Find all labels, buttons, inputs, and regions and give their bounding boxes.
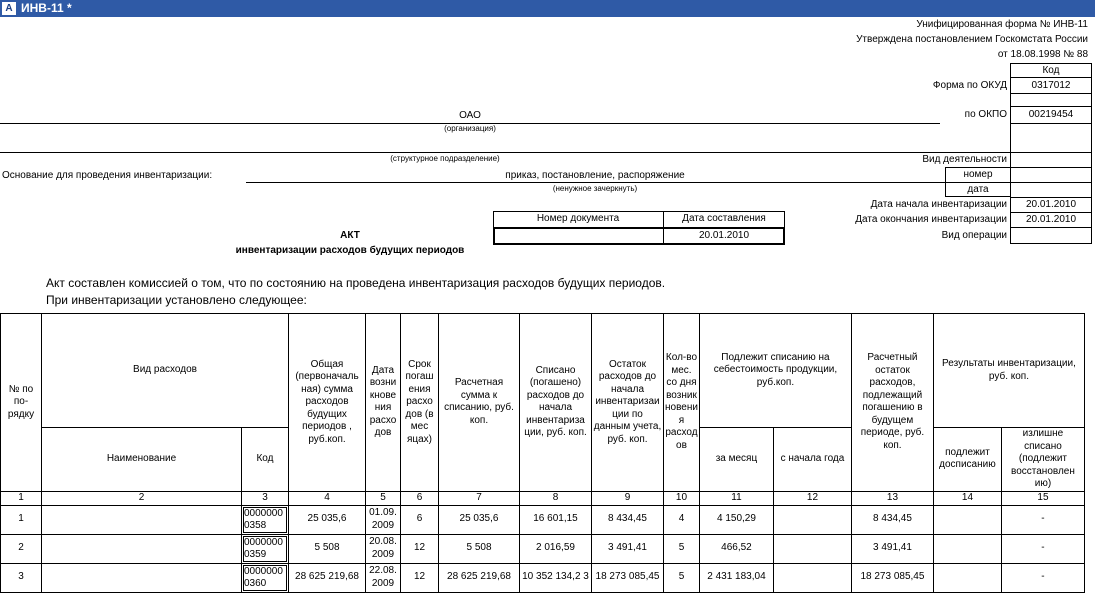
header-tocost: Подлежит списанию на себестоимость продукции, руб.коп.	[699, 314, 851, 428]
row-written[interactable]: 2 016,59	[520, 534, 592, 563]
row-months[interactable]: 5	[664, 563, 700, 592]
row-excess[interactable]: -	[1001, 505, 1084, 534]
colnum: 8	[520, 491, 592, 505]
row-year[interactable]	[773, 534, 851, 563]
row-months[interactable]: 5	[664, 534, 700, 563]
header-towrite: подлежит досписанию	[933, 428, 1001, 492]
table-row	[1, 563, 1085, 592]
number-label: номер	[963, 169, 993, 180]
row-code[interactable]	[242, 563, 289, 592]
header-results: Результаты инвентаризации, руб. коп.	[933, 314, 1084, 428]
row-term[interactable]: 12	[401, 534, 439, 563]
row-calcrest[interactable]: 3 491,41	[851, 534, 933, 563]
row-name[interactable]	[42, 563, 242, 592]
operation-label: Вид операции	[941, 230, 1007, 241]
colnum: 5	[366, 491, 401, 505]
row-year[interactable]	[773, 563, 851, 592]
row-code[interactable]	[242, 534, 289, 563]
okud-label: Форма по ОКУД	[932, 80, 1007, 91]
row-date[interactable]: 01.09. 2009	[366, 505, 401, 534]
row-total[interactable]: 5 508	[289, 534, 366, 563]
row-calcrest[interactable]: 18 273 085,45	[851, 563, 933, 592]
form-line-1: Унифицированная форма № ИНВ-11	[916, 19, 1088, 30]
row-towrite[interactable]	[933, 505, 1001, 534]
window-title: ИНВ-11 *	[21, 1, 72, 15]
row-date[interactable]: 22.08. 2009	[366, 563, 401, 592]
colnum: 11	[699, 491, 773, 505]
table-row	[1, 534, 1085, 563]
organization-caption: (организация)	[444, 124, 496, 133]
row-code-value: 0000000 0359	[243, 536, 287, 562]
doc-date-header: Дата составления	[682, 213, 766, 224]
act-title: АКТ	[340, 230, 360, 241]
row-towrite[interactable]	[933, 534, 1001, 563]
header-written: Списано (погашено) расходов до начала инвентариза ции, руб. коп.	[520, 314, 592, 492]
row-num: 2	[1, 534, 42, 563]
row-date[interactable]: 20.08. 2009	[366, 534, 401, 563]
row-code[interactable]	[242, 505, 289, 534]
colnum: 7	[439, 491, 520, 505]
end-date-label: Дата окончания инвентаризации	[855, 214, 1007, 225]
row-calcrest[interactable]: 8 434,45	[851, 505, 933, 534]
row-month[interactable]: 466,52	[699, 534, 773, 563]
row-code-value: 0000000 0360	[243, 565, 287, 591]
row-year[interactable]	[773, 505, 851, 534]
header-rest: Остаток расходов до начала инвентаризаи ции по данным учета, руб. коп.	[592, 314, 664, 492]
row-num: 3	[1, 563, 42, 592]
colnum: 4	[289, 491, 366, 505]
row-written[interactable]: 10 352 134,2 3	[520, 563, 592, 592]
row-code-value: 0000000 0358	[243, 507, 287, 533]
row-total[interactable]: 25 035,6	[289, 505, 366, 534]
intro-line-2: При инвентаризации установлено следующее:	[46, 293, 307, 307]
header-total: Общая (первоначаль ная) сумма расходов будущих периодов , руб.коп.	[289, 314, 366, 492]
header-calc: Расчетная сумма к списанию, руб. коп.	[439, 314, 520, 492]
doc-date-value: 20.01.2010	[698, 230, 750, 241]
subdivision-caption: (структурное подразделение)	[390, 154, 500, 163]
header-term: Срок погаш ения расхо дов (в мес яцах)	[401, 314, 439, 492]
row-months[interactable]: 4	[664, 505, 700, 534]
activity-label: Вид деятельности	[922, 154, 1007, 165]
row-towrite[interactable]	[933, 563, 1001, 592]
okud-value: 0317012	[1031, 80, 1071, 91]
header-kind: Вид расходов	[42, 314, 289, 428]
okpo-value: 00219454	[1028, 109, 1074, 120]
colnum: 2	[42, 491, 242, 505]
colnum: 13	[851, 491, 933, 505]
row-name[interactable]	[42, 534, 242, 563]
header-month: за месяц	[699, 428, 773, 492]
form-line-3: от 18.08.1998 № 88	[997, 49, 1088, 60]
colnum: 3	[242, 491, 289, 505]
colnum: 12	[773, 491, 851, 505]
header-name: Наименование	[42, 428, 242, 492]
row-calc[interactable]: 28 625 219,68	[439, 563, 520, 592]
basis-label: Основание для проведения инвентаризации:	[2, 170, 213, 181]
row-month[interactable]: 2 431 183,04	[699, 563, 773, 592]
row-rest[interactable]: 3 491,41	[592, 534, 664, 563]
header-calcrest: Расчетный остаток расходов, подлежащий погашению в будущем периоде, руб. коп.	[851, 314, 933, 492]
header-num: № по по- рядку	[1, 314, 42, 492]
header-excess: излишне списано (подлежит восстановлен ию)	[1001, 428, 1084, 492]
intro-line-1: Акт составлен комиссией о том, что по состоянию на проведена инвентаризация расходов будущих периодов.	[46, 276, 666, 290]
row-rest[interactable]: 8 434,45	[592, 505, 664, 534]
act-subtitle: инвентаризации расходов будущих периодов	[235, 245, 465, 256]
row-term[interactable]: 6	[401, 505, 439, 534]
code-header: Код	[1042, 65, 1060, 76]
colnum: 6	[401, 491, 439, 505]
colnum: 10	[664, 491, 700, 505]
basis-value: приказ, постановление, распоряжение	[505, 170, 685, 181]
row-calc[interactable]: 25 035,6	[439, 505, 520, 534]
form-line-2: Утверждена постановлением Госкомстата России	[856, 34, 1088, 45]
row-term[interactable]: 12	[401, 563, 439, 592]
header-months: Кол-во мес. со дня возник новени я расход ов	[664, 314, 700, 492]
colnum: 14	[933, 491, 1001, 505]
excel-app-icon: A	[2, 2, 16, 15]
table-row	[1, 505, 1085, 534]
okpo-label: по ОКПО	[964, 109, 1007, 120]
basis-caption: (ненужное зачеркнуть)	[552, 184, 638, 193]
row-num: 1	[1, 505, 42, 534]
header-date: Дата возни кнове ния расхо дов	[366, 314, 401, 492]
colnum: 9	[592, 491, 664, 505]
row-month[interactable]: 4 150,29	[699, 505, 773, 534]
start-date-value: 20.01.2010	[1025, 199, 1077, 210]
row-total[interactable]: 28 625 219,68	[289, 563, 366, 592]
row-written[interactable]: 16 601,15	[520, 505, 592, 534]
expenses-table	[0, 313, 1085, 593]
window-titlebar[interactable]	[0, 0, 1095, 17]
end-date-value: 20.01.2010	[1025, 214, 1077, 225]
start-date-label: Дата начала инвентаризации	[870, 199, 1007, 210]
header-code: Код	[242, 428, 289, 492]
row-calc[interactable]: 5 508	[439, 534, 520, 563]
colnum: 15	[1001, 491, 1084, 505]
header-yearstart: с начала года	[773, 428, 851, 492]
row-name[interactable]	[42, 505, 242, 534]
date-label: дата	[967, 184, 989, 195]
organization-value: ОАО	[459, 110, 481, 121]
row-excess[interactable]: -	[1001, 534, 1084, 563]
doc-number-header: Номер документа	[536, 213, 620, 224]
colnum: 1	[1, 491, 42, 505]
row-excess[interactable]: -	[1001, 563, 1084, 592]
column-number-row	[1, 491, 1085, 505]
row-rest[interactable]: 18 273 085,45	[592, 563, 664, 592]
